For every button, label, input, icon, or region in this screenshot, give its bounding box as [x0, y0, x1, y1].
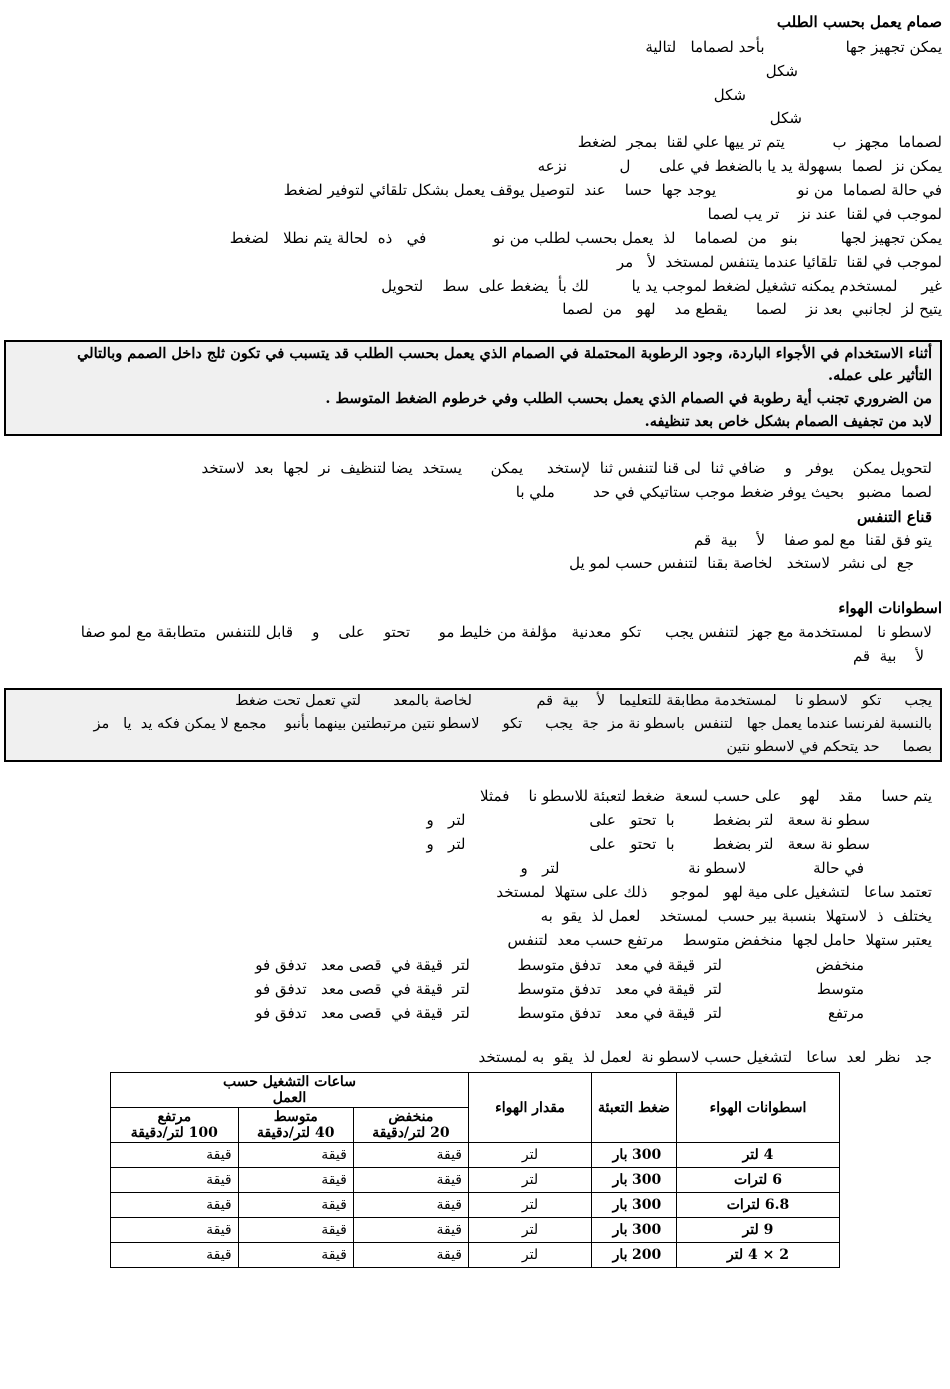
- cell-high: قيقة: [111, 1168, 239, 1193]
- table-row: [111, 1218, 840, 1243]
- cell-pressure: [592, 1168, 677, 1193]
- pressure-unit: بار: [612, 1197, 628, 1213]
- pressure-unit: بار: [612, 1147, 628, 1163]
- cell-high: قيقة: [111, 1193, 239, 1218]
- paragraph-line: لأ بية قم: [852, 647, 924, 665]
- cell-high: قيقة: [111, 1243, 239, 1268]
- mid-label: متوسط: [273, 1109, 318, 1125]
- mid-rate: 40 لتر/دقيقة: [257, 1125, 335, 1141]
- paragraph-line: في حالة لاسطو نة لتر و: [520, 859, 864, 877]
- col-header-air-amount: مقدار الهواء: [469, 1073, 592, 1143]
- col-header-low: [353, 1108, 468, 1143]
- figure-ref: شكل: [713, 86, 746, 104]
- paragraph-line: يتو فق لقنا مع لمو صفا لأ بية قم: [693, 531, 932, 549]
- col-header-mid: [238, 1108, 353, 1143]
- cell-mid: قيقة: [238, 1218, 353, 1243]
- paragraph-line: لاسطو نا لمستخدمة مع جهز لتنفس يجب تكو معدنية مؤلفة من خليط مو تحتو على و قابل للتنفس متطابقة مع لمو صفا: [80, 623, 932, 641]
- cell-low: قيقة: [353, 1143, 468, 1168]
- paragraph-line: لصماما مجهز ب يتم تر ييها علي لقنا بمجر لضغط: [577, 133, 942, 151]
- pressure-unit: بار: [612, 1247, 628, 1263]
- table-row: [111, 1193, 840, 1218]
- info-line: يجب تكو لاسطو نا لمستخدمة مطابقة للتعليما لأ بية قم لخاصة بالمعد لتي تعمل تحت ضغط: [235, 693, 932, 709]
- cell-pressure: [592, 1218, 677, 1243]
- pressure-unit: بار: [612, 1222, 628, 1238]
- warning-line: أثناء الاستخدام في الأجواء الباردة، وجود الرطوبة المحتملة في الصمام الذي يعمل بحسب الطلب قد يتسبب في تكون ثلج داخل الصمم وبالتالي: [77, 345, 932, 362]
- cell-pressure: [592, 1143, 677, 1168]
- paragraph-line: لموجب في لقنا تلقائيا عندما يتنفس لمستخد لأ مر: [616, 253, 942, 271]
- paragraph-line: يتيح لز لجانبي بعد نز لصما يقطع مد لهو من لصما: [562, 300, 942, 318]
- cell-low: قيقة: [353, 1168, 468, 1193]
- cell-air: لتر: [469, 1218, 592, 1243]
- paragraph-line: يمكن تجهيز لجها بنو من لصماما لذ يعمل بحسب لطلب من نو في ذه لحالة يتم نطلا لضغط: [229, 229, 942, 247]
- warning-line: التأثير على عمله.: [828, 367, 932, 384]
- paragraph-line: يختلف ذ لاستهلا بنسبة بير حسب لمستخد لعمل لذ يقو به: [540, 907, 932, 925]
- pressure-value: 300: [632, 1147, 662, 1163]
- info-line: بصما حد يتحكم في لاسطو نتين: [726, 739, 932, 755]
- paragraph-line: سطو نة سعة لتر بضغط با تحتو على لتر و: [426, 811, 870, 829]
- col-header-high: [111, 1108, 239, 1143]
- rate-text: لتر قيقة في معد تدفق متوسط لتر قيقة في قصى معد تدفق فو: [255, 1004, 722, 1022]
- cell-high: قيقة: [111, 1143, 239, 1168]
- info-box: [4, 688, 942, 762]
- paragraph-line: جع لى نشر لاستخد لخاصة بقنا لتنفس حسب لمو يل: [569, 554, 914, 572]
- paragraph-line: تعتمد ساعا لتشغيل على مية لهو لموجو ذلك على ستهلا لمستخد: [496, 883, 932, 901]
- cell-cylinder: 6.8 لترات: [677, 1193, 840, 1218]
- rate-text: لتر قيقة في معد تدفق متوسط لتر قيقة في قصى معد تدفق فو: [255, 956, 722, 974]
- pressure-value: 200: [632, 1247, 662, 1263]
- warning-line: من الضروري تجنب أية رطوبة في الصمام الذي يعمل بحسب الطلب وفي خرطوم الضغط المتوسط .: [325, 390, 932, 407]
- paragraph-line: سطو نة سعة لتر بضغط با تحتو على لتر و: [426, 835, 870, 853]
- pressure-value: 300: [632, 1222, 662, 1238]
- figure-ref: شكل: [765, 62, 798, 80]
- cell-mid: قيقة: [238, 1168, 353, 1193]
- cell-low: قيقة: [353, 1193, 468, 1218]
- table-row: [111, 1143, 840, 1168]
- cell-mid: قيقة: [238, 1243, 353, 1268]
- rate-level: مرتفع: [827, 1004, 864, 1022]
- section-title-demand-valve: صمام يعمل بحسب الطلب: [776, 13, 942, 31]
- table-row: [111, 1168, 840, 1193]
- high-label: مرتفع: [157, 1109, 192, 1125]
- paragraph-line: غير لمستخدم يمكنه تشغيل لضغط لموجب يد يا لك بأ يضغط على سط لتحويل: [381, 277, 942, 295]
- paragraph-line: يتم حسا مقد لهو على حسب لسعة ضغط لتعبئة للاسطو نا فمثلا: [480, 787, 932, 805]
- cell-air: لتر: [469, 1143, 592, 1168]
- cell-air: لتر: [469, 1243, 592, 1268]
- cell-cylinder: 2 × 4 لتر: [677, 1243, 840, 1268]
- low-rate: 20 لتر/دقيقة: [372, 1125, 450, 1141]
- col-header-hours: [111, 1073, 469, 1108]
- info-line: بالنسبة لفرنسا عندما يعمل جها لتنفس باسطو نة مز جة يجب تكو لاسطو نتين مرتبطتين بينهما بأنبو مجمع لا يمكن فكه يد يا مز: [93, 716, 932, 732]
- figure-ref: شكل: [769, 109, 802, 127]
- section-title-mask: قناع التنفس: [857, 508, 932, 526]
- paragraph-line: في حالة لصماما من نو يوجد جها حسا عند لتوصيل يوقف يعمل بشكل تلقائي لتوفير لضغط: [283, 181, 942, 199]
- cell-mid: قيقة: [238, 1143, 353, 1168]
- low-label: منخفض: [388, 1109, 434, 1125]
- pressure-value: 300: [632, 1172, 662, 1188]
- warning-box: [4, 340, 942, 436]
- table-intro: جد نظر لعد ساعا لتشغيل حسب لاسطو نة لعمل لذ يقو به لمستخد: [478, 1048, 932, 1066]
- hours-header-line: العمل: [272, 1090, 307, 1106]
- cell-cylinder: 9 لتر: [677, 1218, 840, 1243]
- col-header-cylinders: اسطوانات الهواء: [677, 1073, 840, 1143]
- high-rate: 100 لتر/دقيقة: [130, 1125, 218, 1141]
- table-header-row: [111, 1073, 840, 1108]
- paragraph-line: لصما مضبو بحيث يوفر ضغط موجب ستاتيكي في حد ملي با: [515, 483, 932, 501]
- section-title-air-cylinders: اسطوانات الهواء: [838, 599, 942, 617]
- table-row: [111, 1243, 840, 1268]
- pressure-value: 300: [632, 1197, 662, 1213]
- paragraph-line: لتحويل يمكن يوفر و ضافي ثنا لى قنا لتنفس ثنا لإستخد يمكن يستخد يضا لتنظيف نر لجها بعد لاستخد: [201, 459, 932, 477]
- cell-cylinder: 6 لترات: [677, 1168, 840, 1193]
- cell-low: قيقة: [353, 1218, 468, 1243]
- warning-line: لابد من تجفيف الصمام بشكل خاص بعد تنظيفه.: [644, 413, 932, 430]
- col-header-pressure: ضغط التعبئة: [592, 1073, 677, 1143]
- rate-level: متوسط: [816, 980, 864, 998]
- cell-high: قيقة: [111, 1218, 239, 1243]
- hours-header-line: ساعات التشغيل حسب: [223, 1074, 356, 1090]
- rate-level: منخفض: [815, 956, 864, 974]
- operating-hours-table: [110, 1072, 840, 1268]
- cell-cylinder: 4 لتر: [677, 1143, 840, 1168]
- rate-text: لتر قيقة في معد تدفق متوسط لتر قيقة في قصى معد تدفق فو: [255, 980, 722, 998]
- cell-air: لتر: [469, 1193, 592, 1218]
- cell-mid: قيقة: [238, 1193, 353, 1218]
- cell-pressure: [592, 1243, 677, 1268]
- cell-air: لتر: [469, 1168, 592, 1193]
- paragraph-line: يعتبر ستهلا حامل لجها منخفض متوسط مرتفع حسب معد لتنفس: [507, 931, 932, 949]
- paragraph-line: يمكن تجهيز جها بأحد لصماما لتالية: [645, 38, 942, 56]
- cell-low: قيقة: [353, 1243, 468, 1268]
- paragraph-line: لموجب في لقنا عند نز تر يب لصما: [707, 205, 942, 223]
- cell-pressure: [592, 1193, 677, 1218]
- pressure-unit: بار: [612, 1172, 628, 1188]
- paragraph-line: يمكن نز لصما بسهولة يد يا بالضغط في على ل نزعه: [537, 157, 942, 175]
